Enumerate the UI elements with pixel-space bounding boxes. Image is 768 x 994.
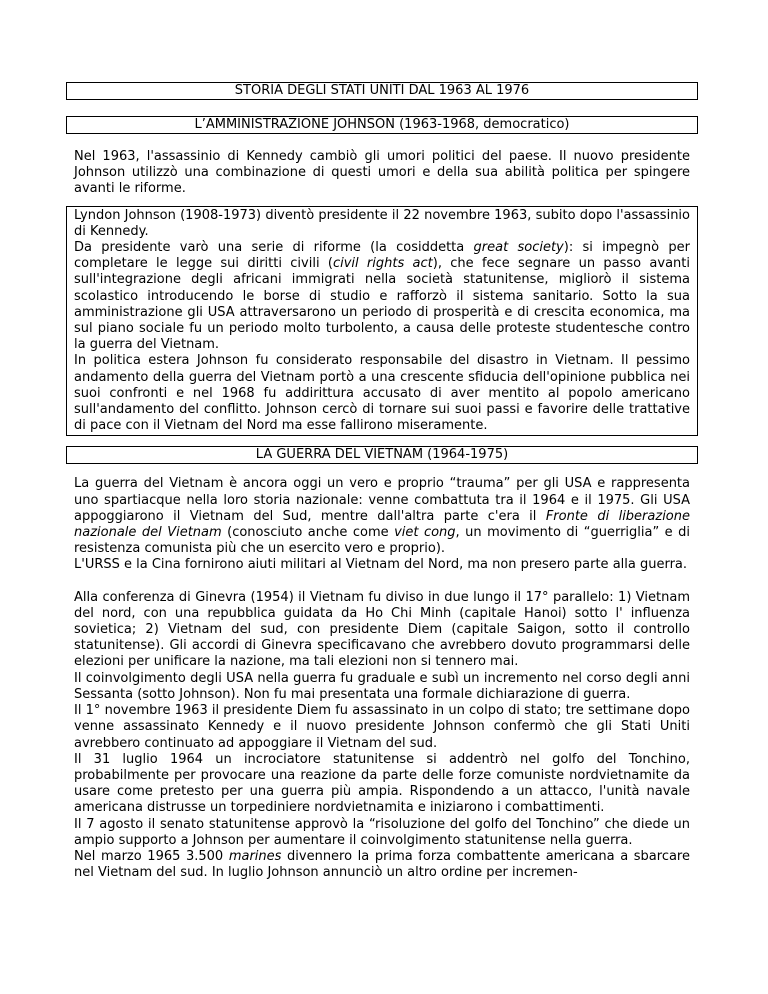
box-paragraph-2: Da presidente varò una serie di riforme (la cosiddetta great society): si impegnò per completare le legge sui diritti civili (civil rights act), che fece segnare un passo avanti sull'integrazione degli africani immigrati nella società statunitense, migliorò il sistema scolastico introducendo le borse di studio e rafforzò il sistema sanitario. Sotto la sua amministrazione gli USA attraversarono un periodo di prosperità e di crescita economica, ma sul piano sociale fu un periodo molto turbolento, a causa delle proteste studentesche contro la guerra del Vietnam.: [74, 240, 690, 353]
vietnam-paragraph-8: Nel marzo 1965 3.500 marines divennero la prima forza combattente americana a sbarcare nel Vietnam del sud. In luglio Johnson annunciò un altro ordine per incremen-: [74, 848, 690, 881]
box-paragraph-3: In politica estera Johnson fu considerato responsabile del disastro in Vietnam. Il pessimo andamento della guerra del Vietnam portò a una crescente sfiducia dell'opinione pubblica nei suoi confronti e nel 1968 fu addirittura accusato di aver mentito al popolo americano sull'andamento del conflitto. Johnson cercò di tornare sui suoi passi e favorire delle trattative di pace con il Vietnam del Nord ma esse fallirono miseramente.: [74, 353, 690, 434]
document-page: [66, 82, 698, 881]
section-heading-vietnam: LA GUERRA DEL VIETNAM (1964-1975): [66, 446, 698, 464]
vietnam-paragraph-3: Alla conferenza di Ginevra (1954) il Vietnam fu diviso in due lungo il 17° parallelo: 1) Vietnam del nord, con una repubblica guidata da Ho Chi Minh (capitale Hanoi) sotto l' influenza sovietica; 2) Vietnam del sud, con presidente Diem (capitale Saigon, sotto il controllo statunitense). Gli accordi di Ginevra specificavano che avrebbero dovuto programmarsi delle elezioni per unificare la nazione, ma tali elezioni non si tennero mai.: [74, 589, 690, 670]
fronte-term: Fronte di liberazione nazionale del Vietnam: [74, 508, 690, 541]
box-paragraph-1: Lyndon Johnson (1908-1973) diventò presidente il 22 novembre 1963, subito dopo l'assassinio di Kennedy.: [74, 207, 690, 239]
document-title: STORIA DEGLI STATI UNITI DAL 1963 AL 1976: [66, 82, 698, 100]
intro-paragraph: Nel 1963, l'assassinio di Kennedy cambiò gli umori politici del paese. Il nuovo presidente Johnson utilizzò una combinazione di questi umori e della sua abilità politica per spingere avanti le riforme.: [74, 149, 690, 197]
vietnam-paragraph-6: Il 31 luglio 1964 un incrociatore statunitense si addentrò nel golfo del Tonchino, probabilmente per provocare una reazione da parte delle forze comuniste nordvietnamite da usare come pretesto per una guerra più ampia. Rispondendo a un attacco, l'unità navale americana distrusse un torpediniere nordvietnamita e iniziarono i combattimenti.: [74, 751, 690, 816]
vietnam-paragraph-7: Il 7 agosto il senato statunitense approvò la “risoluzione del golfo del Tonchino” che diede un ampio supporto a Johnson per aumentare il coinvolgimento statunitense nella guerra.: [74, 816, 690, 848]
vietnam-paragraph-5: Il 1° novembre 1963 il presidente Diem fu assassinato in un colpo di stato; tre settimane dopo venne assassinato Kennedy e il nuovo presidente Johnson confermò che gli Stati Uniti avrebbero continuato ad appoggiare il Vietnam del sud.: [74, 703, 690, 751]
johnson-biography-box: [66, 206, 698, 437]
vietnam-paragraph-1: La guerra del Vietnam è ancora oggi un vero e proprio “trauma” per gli USA e rappresenta uno spartiacque nella loro storia nazionale: venne combattuta tra il 1964 e il 1975. Gli USA appoggiarono il Vietnam del Sud, mentre dall'altra parte c'era il Fronte di liberazione nazionale del Vietnam (conosciuto anche come viet cong, un movimento di “guerriglia” e di resistenza comunista più che un esercito vero e proprio).: [74, 476, 691, 557]
civil-rights-act-term: civil rights act: [332, 256, 433, 272]
great-society-term: great society: [473, 240, 564, 256]
marines-term: marines: [228, 848, 282, 864]
vietnam-paragraph-4: Il coinvolgimento degli USA nella guerra fu graduale e subì un incremento nel corso degli anni Sessanta (sotto Johnson). Non fu mai presentata una formale dichiarazione di guerra.: [74, 670, 690, 702]
section-heading-johnson: L’AMMINISTRAZIONE JOHNSON (1963-1968, democratico): [66, 116, 698, 134]
vietnam-paragraph-2: L'URSS e la Cina fornirono aiuti militari al Vietnam del Nord, ma non presero parte alla guerra.: [74, 557, 688, 573]
viet-cong-term: viet cong: [394, 525, 456, 541]
